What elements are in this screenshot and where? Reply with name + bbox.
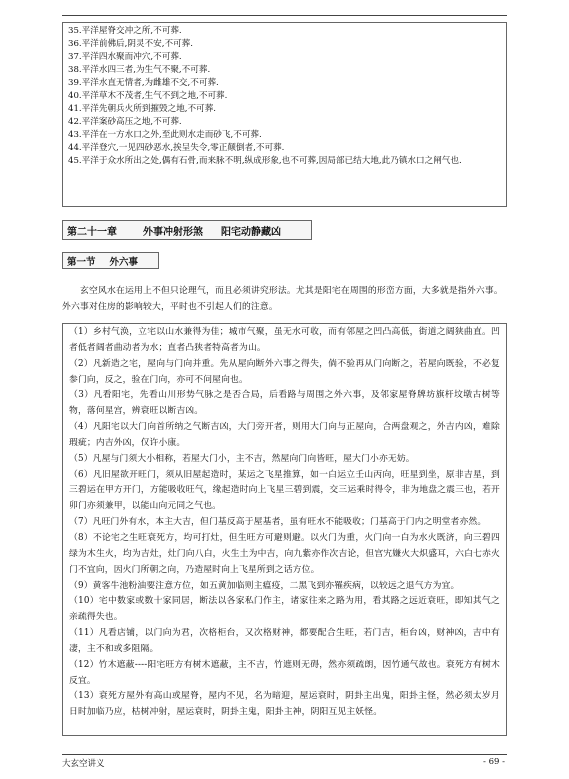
footer-book-title: 大玄空讲义 <box>62 759 105 769</box>
list-item: 37.平洋四水聚而冲穴,不可葬. <box>68 52 182 62</box>
chapter-heading <box>62 220 312 240</box>
rule-item: （11）凡看店铺，以门向为君，次格柜台，又次格财神，都要配合生旺，若门吉，柜台凶，财神凶，吉中有凄，主不和或多阻隔。 <box>69 628 500 654</box>
rule-item: （12）竹木遮蔽----阳宅旺方有树木遮蔽，主不吉，竹遮则无碍，然亦须疏朗，因竹通气故也。衰死方有树木反宜。 <box>69 659 500 686</box>
list-item: 35.平洋屋脊交冲之所,不可葬. <box>68 26 182 36</box>
page-number: - 69 - <box>483 757 505 767</box>
header-rule <box>62 15 507 16</box>
list-item: 38.平洋水四三者,为生气不聚,不可葬. <box>68 65 211 75</box>
rule-item: （1）乡村气涣，立宅以山水兼得为佳；城市气聚，虽无水可收，而有邻屋之凹凸高低，街道之阔狭曲直。凹者低者阔者曲动者为水；直者凸狭者特高者为山。 <box>69 327 500 353</box>
list-item: 43.平洋在一方水口之外,至此则水走而砂飞,不可葬. <box>68 130 262 140</box>
list-item: 42.平洋案砂高压之地,不可葬. <box>68 117 182 127</box>
section-heading <box>62 252 159 269</box>
rule-item: （5）凡屋与门须大小相称，若屋大门小，主不吉，然屋向门向皆旺，屋大门小亦无妨。 <box>69 453 415 464</box>
chapter-subtitle: 阳宅动静藏凶 <box>221 226 281 238</box>
rule-item: （6）凡旧屋欲开旺门，须从旧屋起造时，某运之飞星推算，如一白运立壬山丙向，旺星到坐，原非吉星，到三碧运在甲方开门，方能吸收旺气，缘起造时向上飞星三碧到震，交三运乘时得令，非为地盘之震三也，若开卯门亦须兼甲，以能山向元同之气也。 <box>69 469 500 512</box>
rule-item: （13）衰死方屋外有高山或屋脊，屋内不见，名为暗迎，屋运衰时，阴卦主出鬼，阳卦主怪，然必须太岁月日时加临乃应，枯树冲射，屋运衰时，阴卦主鬼，阳卦主神，阴阳互见主妖怪。 <box>69 691 500 718</box>
chapter-title: 外事冲射形煞 <box>143 226 203 238</box>
list-item: 39.平洋水直无情者,为雌雄不交,不可葬. <box>68 78 219 88</box>
rules-box <box>62 323 507 736</box>
list-item: 36.平洋前佛后,阴灵不安,不可葬. <box>68 39 193 49</box>
rule-item: （2）凡新造之宅，屋向与门向并重。先从屋向断外六事之得失，倘不验再从门向断之，若屋向既验，不必复参门向，反之，验在门向，亦可不问屋向也。 <box>69 358 500 385</box>
rule-item: （10）宅中数家或数十家同居，断法以各家私门作主，诸家往来之路为用，看其路之远近衰旺，即知其气之亲疏得失也。 <box>69 596 500 623</box>
rule-item: （8）不论宅之生旺衰死方，均可打灶，但生旺方可避则避。以火门为重，火门向一白为水火既济，向三碧四绿为木生火，均为吉灶，灶门向八白，火生土为中吉，向九紫亦作次吉论，但宫宄嫌火大炽盛耳，六白七赤火门不宜向，因火门所朝之向，乃造屋时向上飞星所到之话方位。 <box>69 532 500 575</box>
rule-item: （4）凡阳宅以大门向首所纳之气断吉凶，大门旁开者，则用大门向与正屋向，合两盘观之，外吉内凶，难除瑕疵；内吉外凶，仅许小康。 <box>69 422 500 448</box>
section-number: 第一节 <box>67 256 96 268</box>
intro-paragraph: 玄空风水在运用上不但只论理气，而且必须讲究形法。尤其是阳宅在周围的形峦方面，大多就是指外六事。外六事对住房的影响较大，平时也不引起人们的注意。 <box>62 286 503 312</box>
rule-item: （3）凡看阳宅，先看山川形势气脉之是否合局，后看路与周围之外六事，及邻家屋脊牌坊旗杆坟墩古树等物，落何星宫，辨衰旺以断吉凶。 <box>69 390 500 417</box>
section-title: 外六事 <box>109 256 139 268</box>
rule-item: （7）凡旺门外有水，本主大吉，但门基反高于屋基者，虽有旺水不能吸收；门基高于门内之明堂者亦然。 <box>69 517 487 528</box>
list-item: 45.平洋于众水所出之处,偶有石骨,而来脉不明,纵成形象,也不可葬,因局部已结大地,此乃镇水口之闸气也. <box>68 156 462 166</box>
list-item: 40.平洋草木不茂者,生气不到之地,不可葬. <box>68 91 228 101</box>
prohibition-list-box <box>62 22 507 207</box>
list-item: 41.平洋先朝兵火所到摧毁之地,不可葬. <box>68 104 217 114</box>
footer-rule <box>62 754 507 755</box>
rule-item: （9）黄客牛池粉油要注意方位，如五黄加临则主瘟疫，二黑飞到亦罹疾病，以较远之退气方为宜。 <box>69 580 460 591</box>
chapter-number: 第二十一章 <box>67 226 117 238</box>
list-item: 44.平洋登穴,一见四砂恶水,挨呈失令,零正颠倒者,不可葬. <box>68 143 285 153</box>
